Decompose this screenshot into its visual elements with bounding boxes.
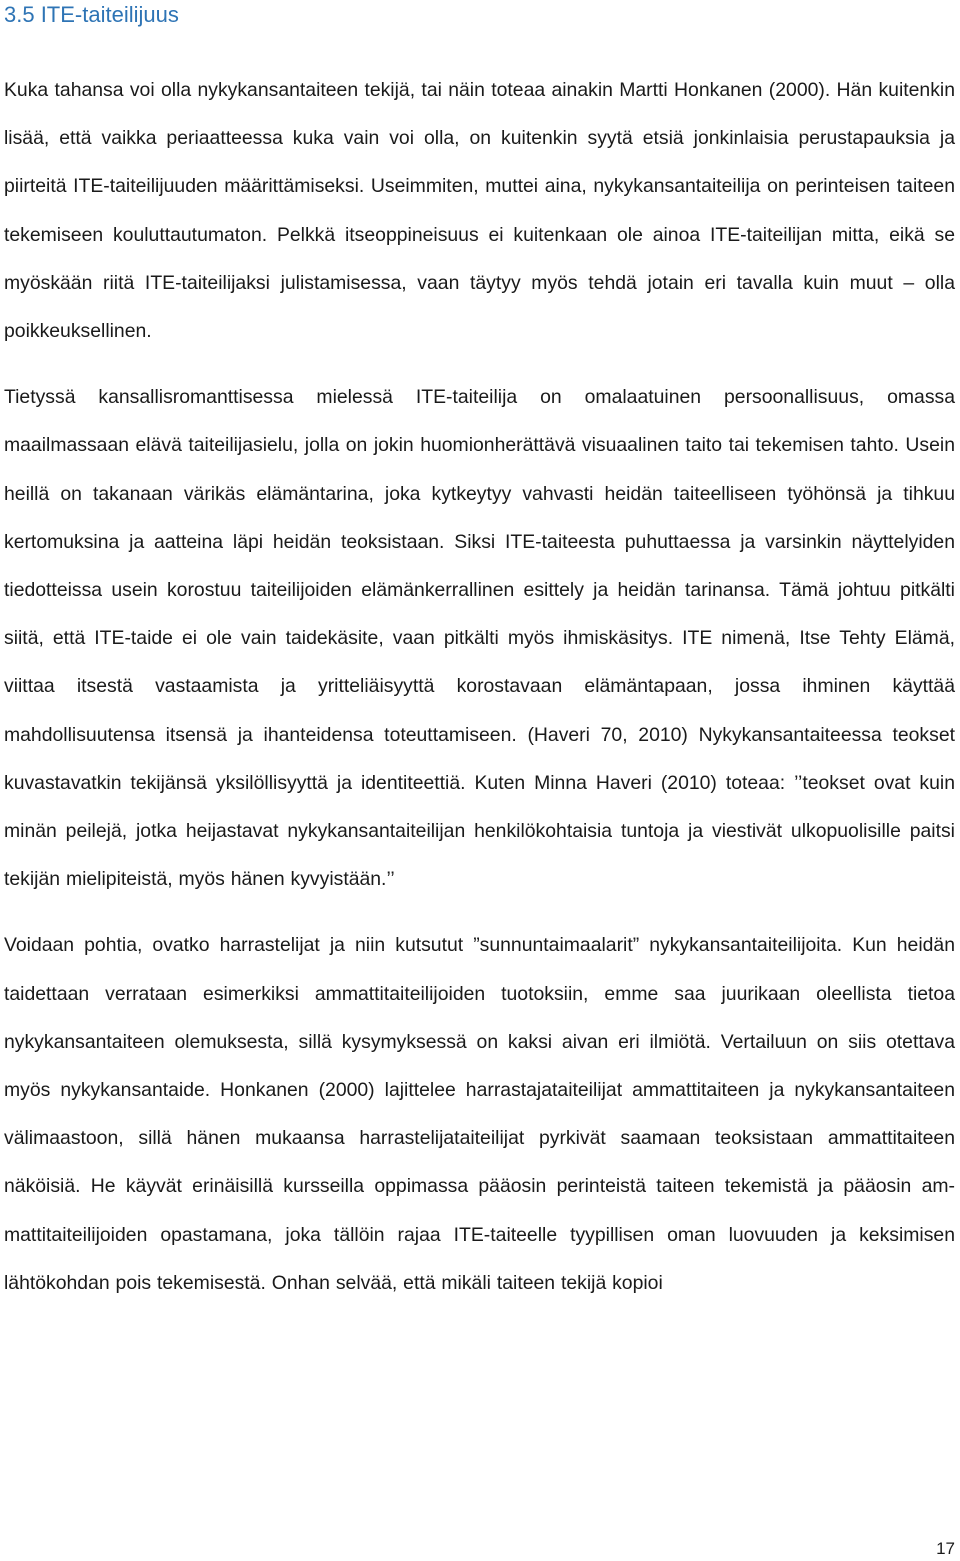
paragraph-1: Kuka tahansa voi olla nykykansantaiteen tekijä, tai näin toteaa ainakin Martti Honkanen (2000). Hän kuitenkin lisää, että vaikka periaatteessa kuka vain voi olla, on kuitenkin syytä etsiä jonkinlaisia perustapauksia ja piirteitä ITE-taiteilijuuden määrittämiseksi. Useimmiten, muttei aina, nykykansantaiteilija on perinteisen taiteen tekemiseen kouluttautumaton. Pelkkä itseoppineisuus ei kuitenkaan ole ainoa ITE-taiteilijan mitta, eikä se myöskään riitä ITE-taiteilijaksi julistamisessa, vaan täytyy myös tehdä jotain eri tavalla kuin muut – olla poikkeuksellinen. bbox=[4, 79, 955, 343]
paragraph-3: Voidaan pohtia, ovatko harrastelijat ja niin kutsutut ”sunnuntaimaalarit” nykykansantaiteilijoita. Kun heidän taidettaan verrataan esimerkiksi ammattitaiteilijoiden tuotoksiin, emme saa juurikaan oleellista tietoa nykykansantaiteen olemuksesta, sillä kysymyksessä on kaksi aivan eri ilmiötä. Vertailuun on siis otettava myös nykykansantaide. Honkanen (2000) lajittelee harrastajataiteilijat ammattitaiteen ja nykykansantaiteen välimaastoon, sillä hänen mukaansa harrastelijataiteilijat pyrkivät saamaan teoksistaan ammattitaiteen näköisiä. He käyvät erinäisillä kursseilla oppimassa pääosin perinteistä taiteen tekemistä ja pääosin ammattitaiteilijoiden opastamana, joka tällöin rajaa ITE-taiteelle tyypillisen oman luovuuden ja keksimisen lähtökohdan pois tekemisestä. Onhan selvää, että mikäli taiteen tekijä kopioi bbox=[4, 934, 955, 1294]
body-text bbox=[4, 66, 955, 1307]
section-heading: 3.5 ITE-taiteilijuus bbox=[4, 2, 179, 27]
page-number: 17 bbox=[936, 1539, 955, 1558]
paragraph-2: Tietyssä kansallisromanttisessa mielessä ITE-taiteilija on omalaatuinen persoonallisuus, omassa maailmassaan elävä taiteilijasielu, jolla on jokin huomionherättävä visuaalinen taito tai tekemisen tahto. Usein heillä on takanaan värikäs elämäntarina, joka kytkeytyy vahvasti heidän taiteelliseen työhönsä ja tihkuu kertomuksina ja aatteina läpi heidän teoksistaan. Siksi ITE-taiteesta puhuttaessa ja varsinkin näyttelyiden tiedotteissa usein korostuu taiteilijoiden elämänkerrallinen esittely ja heidän tarinansa. Tämä johtuu pitkälti siitä, että ITE-taide ei ole vain taidekäsite, vaan pitkälti myös ihmiskäsitys. ITE nimenä, Itse Tehty Elämä, viittaa itsestä vastaamista ja yritteliäisyyttä korostavaan elämäntapaan, jossa ihminen käyttää mahdollisuutensa itsensä ja ihanteidensa toteuttamiseen. (Haveri 70, 2010) Nykykansantaiteessa teokset kuvastavatkin tekijänsä yksilöllisyyttä ja identiteettiä. Kuten Minna Haveri (2010) toteaa: ’’teokset ovat kuin minän peilejä, jotka heijastavat nykykansantaiteilijan henkilökohtaisia tuntoja ja viestivät ulkopuolisille paitsi tekijän mielipiteistä, myös hänen kyvyistään.’’ bbox=[4, 386, 955, 891]
